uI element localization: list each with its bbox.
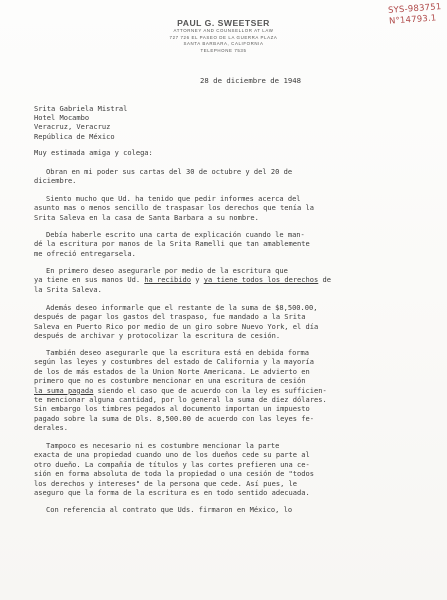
text-line: También deseo asegurarle que la escritura está en debida forma — [46, 348, 310, 357]
text-line: aseguro que la forma de la escritura es en todo sentido adecuada. — [34, 487, 310, 497]
text-line: me ofreció entregarsela. — [34, 248, 136, 258]
recipient-line: Srita Gabriela Mistral — [34, 104, 128, 113]
archive-number-stamp: N°14793.1 — [389, 13, 438, 27]
text-line: Sin embargo los timbres pegados al documento importan un impuesto — [34, 404, 310, 414]
letterhead — [0, 18, 447, 54]
text-segment: ya tiene en sus manos Ud. — [34, 275, 145, 285]
text-line: otro dueño. La compañía de títulos y las cortes prefieren una ce- — [34, 459, 310, 469]
letterhead-city: SANTA BARBARA, CALIFORNIA — [183, 41, 264, 47]
text-line: te mencionar alguna cantidad, por lo general la suma de diez dólares. — [34, 394, 327, 404]
text-line: de los de más estados de la Union Norte Americana. Le advierto en — [34, 366, 310, 376]
text-line: En primero deseo asegurarle por medio de la escritura que — [46, 266, 288, 275]
text-segment: de — [318, 275, 332, 285]
text-line: Obran en mi poder sus cartas del 30 de octubre y del 20 de — [46, 167, 293, 176]
text-line: Con referencia al contrato que Uds. firmaron en México, lo — [46, 505, 293, 514]
recipient-line: Hotel Mocambo — [34, 113, 90, 123]
text-line: dé la escritura por manos de la Srita Ramelli que tan amablemente — [34, 239, 310, 249]
text-line: Saleva en Puerto Rico por medio de un giro sobre Nuevo York, el día — [34, 321, 319, 331]
paragraph-7 — [34, 441, 419, 497]
text-line: exacta de una propiedad cuando uno de los dueños cede su parte al — [34, 450, 310, 460]
text-line: asunto mas o menos sencillo de traspasar los derechos que tenía la — [34, 203, 315, 213]
text-line: Srita Saleva en la casa de Santa Barbara a su nombre. — [34, 212, 259, 222]
letterhead-name: PAUL G. SWEETSER — [177, 18, 270, 28]
salutation: Muy estimada amiga y colega: — [34, 148, 153, 157]
text-segment: siendo el caso que de acuerdo con la ley es sufficien- — [93, 385, 327, 395]
text-line — [34, 386, 419, 395]
paragraph-6 — [34, 348, 419, 433]
paragraph-8 — [34, 505, 419, 514]
text-line: según las leyes y costumbres del estado de California y la mayoría — [34, 357, 315, 367]
text-line: Tampoco es necesario ni es costumbre mencionar la parte — [46, 441, 280, 450]
text-line: primero que no es costumbre mencionar en una escritura de cesión — [34, 376, 306, 386]
letterhead-phone: TELEPHONE 7535 — [200, 47, 247, 53]
recipient-line: Veracruz, Veracruz — [34, 122, 111, 132]
text-line: pagado sobre la suma de Dls. 8,500.00 de acuerdo con las leyes fe- — [34, 413, 315, 423]
text-line: sión en forma absoluta de toda la propiedad o una cesión de "todos — [34, 469, 315, 479]
paragraph-1 — [34, 167, 419, 186]
recipient-line: República de México — [34, 131, 115, 141]
text-line: Además deseo informarle que el restante de la suma de $8,500.00, — [46, 303, 318, 312]
text-segment: y — [190, 275, 204, 285]
text-line: derales. — [34, 423, 68, 433]
paragraph-5 — [34, 303, 419, 341]
text-line: la Srita Saleva. — [34, 284, 102, 294]
underlined-text: la suma pagada — [34, 385, 94, 395]
archive-code-stamp: SYS-983751 — [387, 2, 442, 16]
letterhead-title: ATTORNEY AND COUNSELLOR AT LAW — [173, 28, 274, 33]
paragraph-4 — [34, 266, 419, 294]
text-line — [34, 275, 419, 284]
recipient-address — [34, 104, 419, 141]
text-line: después de archivar y protocolizar la escritura de cesión. — [34, 331, 281, 341]
text-line: Siento mucho que Ud. ha tenido que pedir informes acerca del — [46, 194, 301, 203]
text-line: los derechos y intereses" de la persona que cede. Así pues, le — [34, 478, 298, 488]
paragraph-3 — [34, 230, 419, 258]
text-line: diciembre. — [34, 176, 77, 186]
underlined-text: ya tiene todos los derechos — [203, 275, 319, 285]
letter-date: 28 de diciembre de 1948 — [200, 76, 302, 85]
text-line: después de pagar los gastos del traspaso, fue mandado a la Srita — [34, 312, 306, 322]
underlined-text: ha recibido — [144, 275, 191, 285]
text-line: Debía haberle escrito una carta de explicación cuando le man- — [46, 230, 305, 239]
letterhead-address: 727 726 EL PASEO DE LA GUERRA PLAZA — [169, 34, 278, 40]
paragraph-2 — [34, 194, 419, 222]
